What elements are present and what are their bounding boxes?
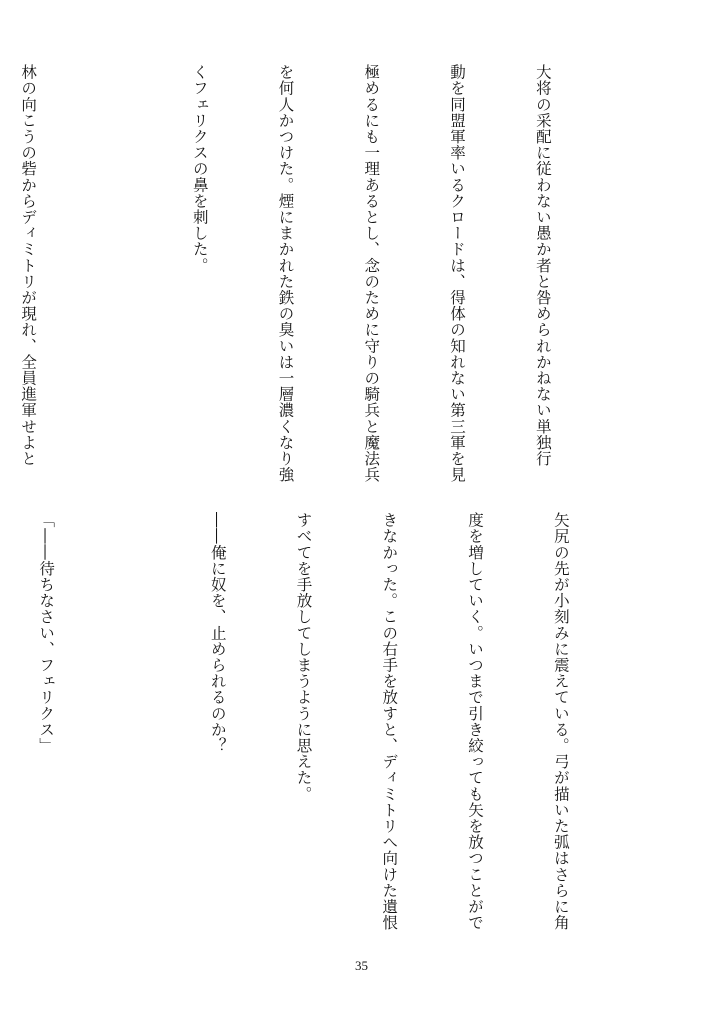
page-number: 35: [355, 958, 368, 973]
text-line: すべてを手放してしまうように思えた。: [294, 512, 313, 802]
text-block-lower: [37, 512, 632, 952]
text-line: を何人かつけた。煙にまかれた鉄の臭いは一層濃くなり強: [276, 64, 295, 483]
text-line: 大将の采配に従わない愚か者と咎められかねない単独行: [533, 64, 552, 467]
text-line: 度を増していく。いつまで引き絞っても矢を放つことがで: [466, 512, 485, 931]
blank-line: [117, 512, 146, 952]
text-line: 林の向こうの砦からディミトリが現れ、全員進軍せよと: [19, 64, 38, 467]
text-line: 矢尻の先が小刻みに震えている。弓が描いた弧はさらに角: [551, 512, 570, 931]
text-line: くフェリクスの鼻を刺した。: [190, 64, 209, 274]
text-line: きなかった。この右手を放すと、ディミトリへ向けた遺恨: [380, 512, 399, 931]
dialogue-line: 「――待ちなさい、フェリクス」: [37, 512, 56, 754]
text-block-upper: [19, 64, 614, 504]
text-line: 極めるにも一理あるとし、念のために守りの騎兵と魔法兵: [362, 64, 381, 483]
text-line: 動を同盟軍率いるクロードは、得体の知れない第三軍を見: [448, 64, 467, 483]
text-line: ――俺に奴を、止められるのか？: [208, 512, 227, 754]
blank-line: [99, 64, 128, 504]
